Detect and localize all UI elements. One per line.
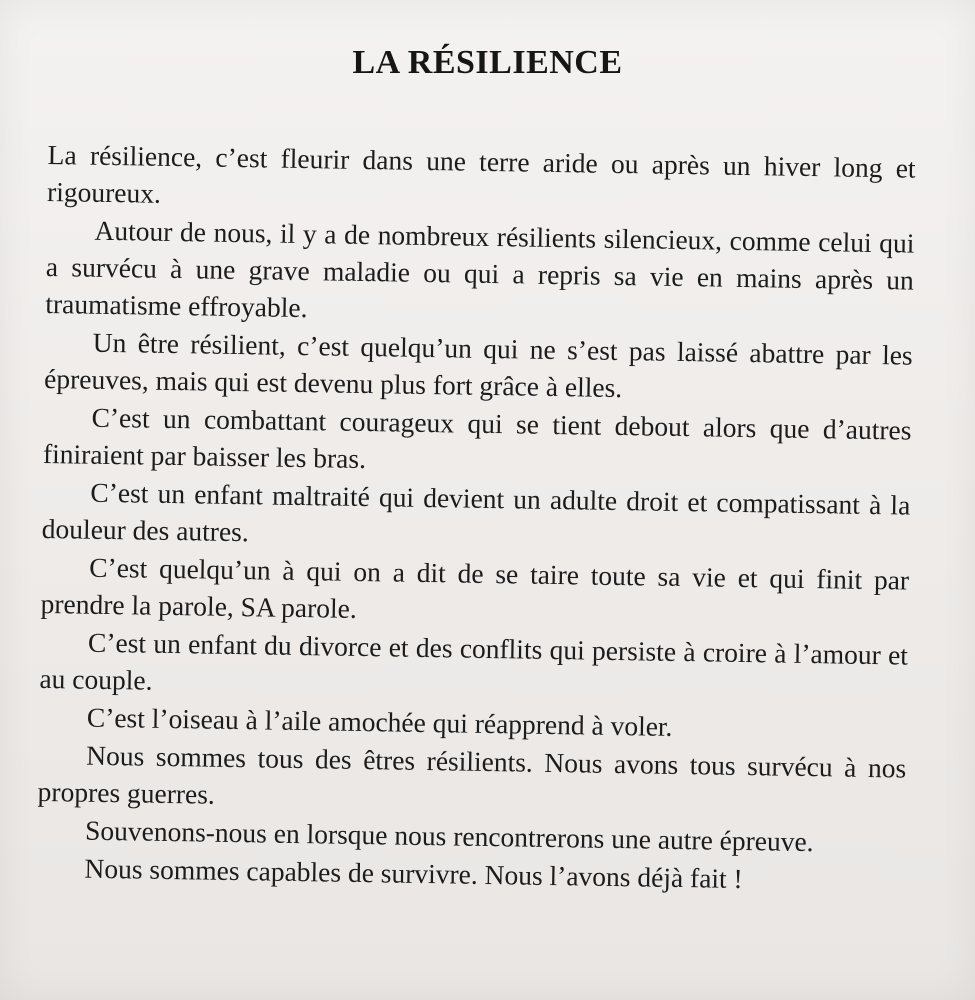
paragraph-1: La résilience, c’est fleurir dans une terre aride ou après un hiver long et rigoureux. [46, 138, 916, 209]
body-text [36, 136, 916, 901]
paragraph-11: Nous sommes capables de survivre. Nous l’avons déjà fait ! [84, 852, 743, 895]
page-title: LA RÉSILIENCE [352, 44, 623, 81]
paragraph-4: C’est un combattant courageux qui se tient debout alors que d’autres finiraient par baisser les bras. [42, 401, 912, 475]
paragraph-7: C’est un enfant du divorce et des conflits qui persiste à croire à l’amour et au couple. [39, 626, 909, 696]
paragraph-5: C’est un enfant maltraité qui devient un adulte droit et compatissant à la douleur des autres. [41, 476, 911, 548]
paragraph-10: Souvenons-nous en lorsque nous rencontrerons une autre épreuve. [84, 814, 814, 858]
paragraph-9: Nous sommes tous des êtres résilients. Nous avons tous survécu à nos propres guerres. [37, 739, 907, 810]
paragraph-2: Autour de nous, il y a de nombreux résilients silencieux, comme celui qui a survécu à une grave maladie ou qui a repris sa vie en mains après un traumatisme effroyable. [45, 214, 915, 324]
paragraph-8: C’est l’oiseau à l’aile amochée qui réapprend à voler. [86, 701, 673, 742]
paragraph-3: Un être résilient, c’est quelqu’un qui ne s’est pas laissé abattre par les épreuves, mais qui est devenu plus fort grâce à elles. [43, 326, 913, 404]
paragraph-6: C’est quelqu’un à qui on a dit de se taire toute sa vie et qui finit par prendre la parole, SA parole. [40, 551, 910, 624]
